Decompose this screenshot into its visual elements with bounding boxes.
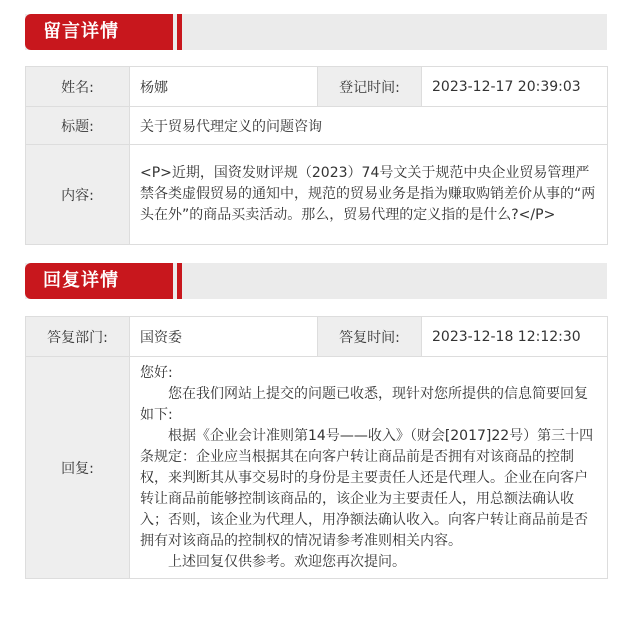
reply-paragraph-1: 您在我们网站上提交的问题已收悉，现针对您所提供的信息简要回复如下: — [140, 385, 588, 423]
message-row-subject — [26, 107, 608, 145]
message-section-title: 留言详情 — [43, 21, 119, 42]
reg-time-value: 2023-12-17 20:39:03 — [422, 67, 608, 107]
reply-section-title: 回复详情 — [43, 270, 119, 291]
reply-content — [130, 357, 608, 579]
reply-label: 回复: — [26, 357, 130, 579]
content-value: <P>近期，国资发财评规（2023）74号文关于规范中央企业贸易管理严禁各类虚假贸易的通知中，规范的贸易业务是指为赚取购销差价从事的“两头在外”的商品买卖活动。那么，贸易代理的定义指的是什么?</P> — [130, 145, 608, 245]
message-row-content — [26, 145, 608, 245]
reply-section-header — [25, 263, 607, 299]
reply-paragraph-3: 上述回复仅供参考。欢迎您再次提问。 — [168, 553, 406, 570]
reply-greeting: 您好: — [140, 364, 173, 381]
message-section-tab — [25, 14, 173, 50]
name-value: 杨娜 — [130, 67, 318, 107]
dept-value: 国资委 — [130, 317, 318, 357]
content-label: 内容: — [26, 145, 130, 245]
reg-time-label: 登记时间: — [318, 67, 422, 107]
subject-label: 标题: — [26, 107, 130, 145]
message-section-header — [25, 14, 607, 50]
reply-paragraph-2: 根据《企业会计准则第14号——收入》（财会[2017]22号）第三十四条规定：企业应当根据其在向客户转让商品前是否拥有对该商品的控制权，来判断其从事交易时的身份是主要责任人还是代理人。企业在向客户转让商品前能够控制该商品的，该企业为主要责任人，用总额法确认收入；否则，该企业为代理人，用净额法确认收入。向客户转让商品前是否拥有对该商品的控制权的情况请参考准则相关内容。 — [140, 427, 594, 549]
reply-row-content — [26, 357, 608, 579]
subject-value: 关于贸易代理定义的问题咨询 — [130, 107, 608, 145]
reply-row-dept — [26, 317, 608, 357]
message-detail-table — [25, 66, 608, 245]
message-row-name — [26, 67, 608, 107]
dept-label: 答复部门: — [26, 317, 130, 357]
reply-time-label: 答复时间: — [318, 317, 422, 357]
reply-detail-table — [25, 316, 608, 579]
reply-time-value: 2023-12-18 12:12:30 — [422, 317, 608, 357]
reply-section-tab — [25, 263, 173, 299]
name-label: 姓名: — [26, 67, 130, 107]
